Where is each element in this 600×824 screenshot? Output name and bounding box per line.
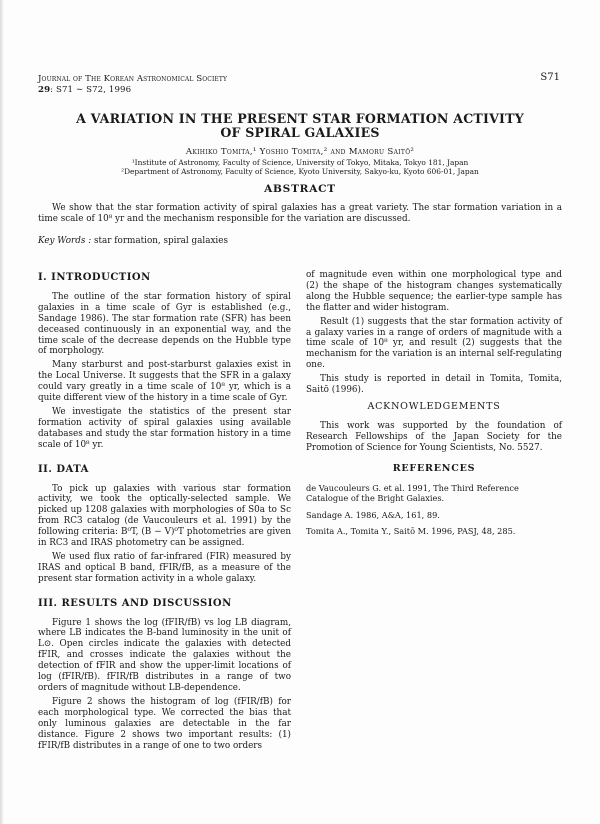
right-column (306, 270, 562, 543)
intro-paragraph-1: The outline of the star formation history of spiral galaxies in a time scale of Gyr is established (e.g., Sandage 1986). The star formation rate (SFR) has been deceased continuously in an exponential way, and the time scale of the decrease depends on the Hubble type of morphology. (38, 291, 291, 357)
abstract-text: We show that the star formation activity of spiral galaxies has a great variety. The star formation variation in a time scale of 10⁸ yr and the mechanism responsible for the variation are discussed. (38, 203, 562, 224)
paper-title (0, 112, 600, 139)
affiliation-1: ¹Institute of Astronomy, Faculty of Science, University of Tokyo, Mitaka, Tokyo 181, Japan (131, 158, 469, 167)
reference-item: de Vaucouleurs G. et al. 1991, The Third Reference Catalogue of the Bright Galaxies. (306, 482, 519, 503)
reference-item: Sandage A. 1986, A&A, 161, 89. (306, 509, 440, 520)
results-continuation: of magnitude even within one morphological type and (2) the shape of the histogram changes systematically along the Hubble sequence; the earlier-type sample has the flatter and wider histogram. (306, 270, 562, 313)
page-number: S71 (540, 72, 560, 83)
keywords-value: star formation, spiral galaxies (93, 236, 228, 246)
results-paragraph-4: This study is reported in detail in Tomita, Tomita, Saitō (1996). (306, 374, 562, 396)
title-line-1: A VARIATION IN THE PRESENT STAR FORMATION ACTIVITY (76, 111, 524, 126)
author-list: Akihiko Tomita,¹ Yoshio Tomita,² and Mamoru Saitō² (185, 147, 415, 157)
intro-paragraph-2: Many starburst and post-starburst galaxies exist in the Local Universe. It suggests that the SFR in a galaxy could vary greatly in a time scale of 10⁸ yr, which is a quite different view of the history in a time scale of Gyr. (38, 360, 291, 404)
acknowledgements-heading: ACKNOWLEDGEMENTS (367, 400, 501, 412)
journal-volume-line (38, 85, 227, 96)
acknowledgements-text: This work was supported by the foundation of Research Fellowships of the Japan Society for the Promotion of Science for Young Scientists, No. 5527. (306, 420, 562, 453)
keywords-label: Key Words : (38, 236, 92, 246)
keywords (38, 236, 228, 246)
section-heading-data: II. DATA (38, 463, 89, 475)
results-paragraph-1: Figure 1 shows the log (fFIR/fB) vs log LB diagram, where LB indicates the B-band luminosity in the unit of L⊙. Open circles indicate the galaxies with detected fFIR, and crosses indicate the galaxies without the detection of fFIR and show the upper-limit locations of log (fFIR/fB). fFIR/fB distributes in a range of two orders of magnitude without LB-dependence. (38, 617, 291, 693)
title-line-2: OF SPIRAL GALAXIES (220, 124, 380, 140)
data-paragraph-2: We used flux ratio of far-infrared (FIR) measured by IRAS and optical B band, fFIR/fB, as a measure of the present star formation activity in a whole galaxy. (38, 551, 291, 584)
references-heading: REFERENCES (392, 462, 476, 474)
data-paragraph-1: To pick up galaxies with various star formation activity, we took the optically-selected sample. We picked up 1208 galaxies with morphologies of S0a to Sc from RC3 catalog (de Vaucouleurs et al. 1991) by the following criteria: B⁰T, (B − V)⁰T photometries are given in RC3 and IRAS photometry can be assigned. (38, 483, 291, 549)
section-heading-introduction: I. INTRODUCTION (38, 272, 151, 283)
journal-pages: : S71 ∼ S72, 1996 (50, 85, 132, 95)
journal-name: Journal of The Korean Astronomical Society (38, 74, 228, 84)
left-column (38, 273, 291, 754)
journal-header (38, 74, 227, 96)
journal-volume: 29 (38, 85, 51, 95)
affiliation-2: ²Department of Astronomy, Faculty of Science, Kyoto University, Sakyo-ku, Kyoto 606-01, Japan (121, 167, 479, 176)
section-heading-results: III. RESULTS AND DISCUSSION (38, 597, 232, 609)
results-paragraph-2: Figure 2 shows the histogram of log (fFIR/fB) for each morphological type. We corrected the bias that only luminous galaxies are detectable in the far distance. Figure 2 shows two important results: (1) fFIR/fB distributes in a range of one to two orders (38, 696, 291, 751)
abstract-heading: ABSTRACT (264, 183, 336, 195)
results-paragraph-3: Result (1) suggests that the star formation activity of a galaxy varies in a range of orders of magnitude with a time scale of 10⁸ yr, and result (2) suggests that the mechanism for the variation is an internal self-regulating one. (306, 316, 562, 371)
intro-paragraph-3: We investigate the statistics of the present star formation activity of spiral galaxies using available databases and study the star formation history in a time scale of 10⁸ yr. (38, 406, 291, 450)
reference-item: Tomita A., Tomita Y., Saitō M. 1996, PASJ, 48, 285. (306, 526, 516, 536)
